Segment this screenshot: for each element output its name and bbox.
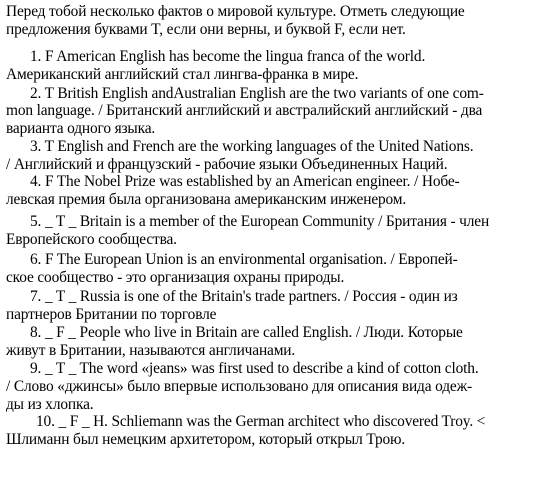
item-6-line-1: 6. F The European Union is an environmental organisation. / Европей-	[30, 251, 458, 268]
item-7-line-1: 7. _ T _ Russia is one of the Britain's trade partners. / Россия - один из	[30, 288, 458, 305]
item-9-line-1: 9. _ T _ The word «jeans» was first used to describe a kind of cotton cloth.	[30, 360, 479, 377]
item-3-line-1: 3. T English and French are the working languages of the United Nations.	[30, 138, 474, 155]
item-9-line-3: ды из хлопка.	[6, 396, 94, 413]
item-1-line-2: Американский английский стал лингва-франка в мире.	[6, 66, 359, 83]
item-8-line-1: 8. _ F _ People who live in Britain are called English. / Люди. Которые	[30, 324, 463, 341]
item-10-line-1: 10. _ F _ H. Schliemann was the German architect who discovered Troy. <	[36, 413, 486, 430]
item-6-line-2: ское сообщество - это организация охраны природы.	[6, 269, 345, 286]
item-5-line-1: 5. _ T _ Britain is a member of the European Community / Британия - член	[30, 213, 490, 230]
item-8-line-2: живут в Британии, называются англичанами.	[6, 342, 296, 359]
item-2-line-2: mon language. / Британский английский и австралийский английский - два	[6, 102, 483, 119]
item-4-line-2: левская премия была организована американским инженером.	[6, 191, 407, 208]
item-9-line-2: / Слово «джинсы» было впервые использовано для описания вида одеж-	[6, 378, 473, 395]
item-2-line-1: 2. T British English andAustralian English are the two variants of one com-	[30, 85, 484, 102]
item-5-line-2: Европейского сообщества.	[6, 231, 177, 248]
intro-line-1: Перед тобой несколько фактов о мировой культуре. Отметь следующие	[6, 3, 465, 20]
intro-line-2: предложения буквами T, если они верны, и буквой F, если нет.	[6, 21, 406, 38]
item-2-line-3: варианта одного языка.	[6, 120, 156, 137]
item-4-line-1: 4. F The Nobel Prize was established by an American engineer. / Нобе-	[30, 173, 460, 190]
item-3-line-2: / Английский и французский - рабочие языки Объединенных Наций.	[6, 156, 448, 173]
item-7-line-2: партнеров Британии по торговле	[6, 306, 217, 323]
item-10-line-2: Шлиманн был немецким архитетором, который открыл Трою.	[6, 431, 406, 448]
item-1-line-1: 1. F American English has become the lingua franca of the world.	[30, 48, 426, 65]
